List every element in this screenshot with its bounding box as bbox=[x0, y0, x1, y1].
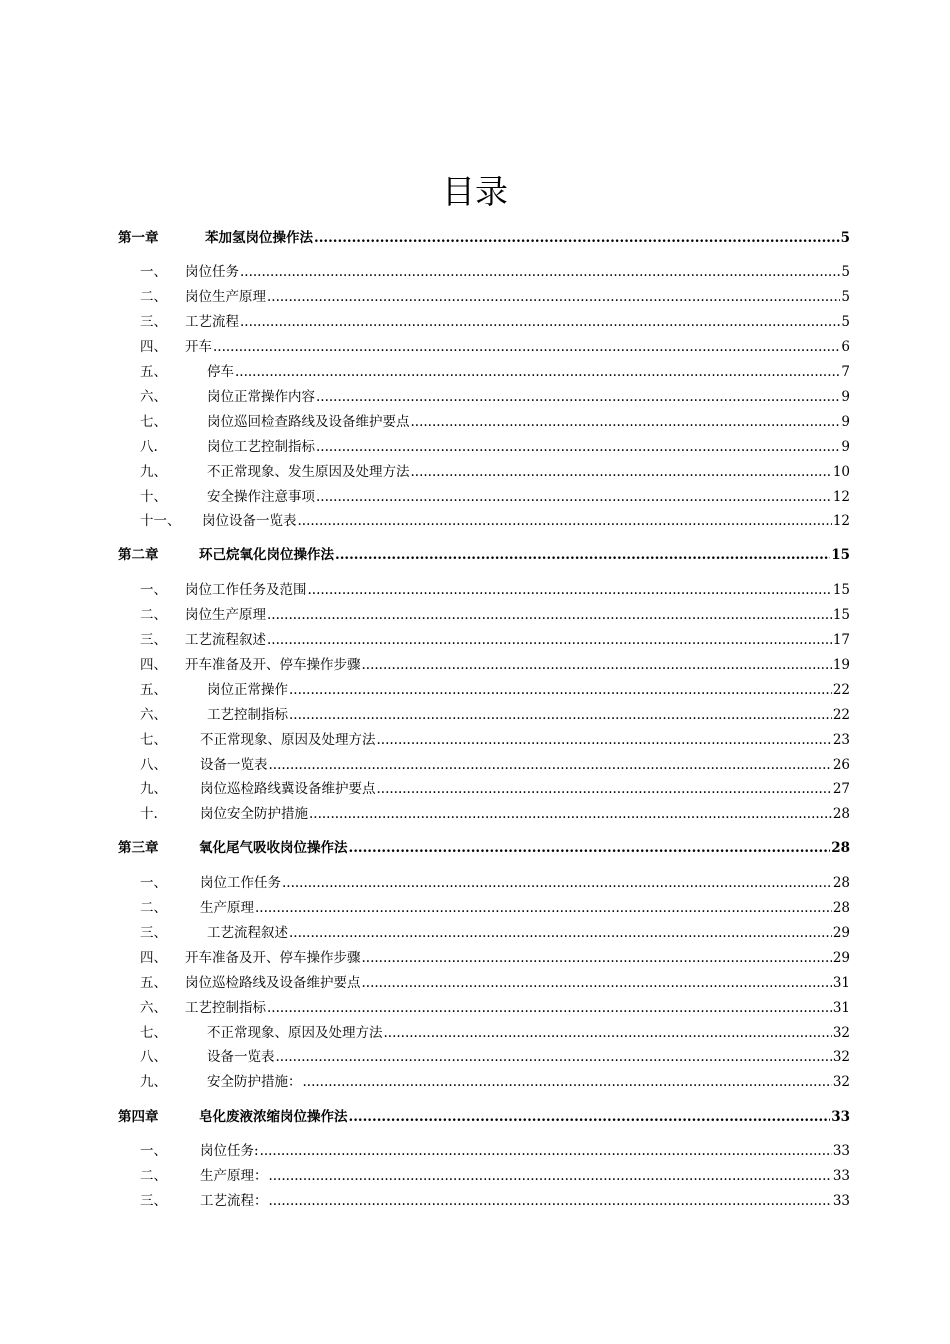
toc-entry-title: 岗位巡检路线及设备维护要点 bbox=[185, 972, 362, 994]
toc-entry-number: 一、 bbox=[140, 1143, 167, 1159]
toc-section-entry[interactable] bbox=[0, 604, 950, 626]
toc-entry-title: 氧化尾气吸收岗位操作法 bbox=[199, 837, 349, 859]
toc-entry-title: 工艺流程 bbox=[185, 311, 240, 333]
toc-page-number: 7 bbox=[841, 364, 850, 380]
toc-page-number: 5 bbox=[841, 264, 850, 280]
toc-entry-number: 四、 bbox=[140, 950, 167, 966]
toc-entry-number: 第一章 bbox=[118, 230, 159, 246]
toc-page-number: 19 bbox=[832, 657, 850, 673]
toc-section-entry[interactable] bbox=[0, 286, 950, 308]
toc-entry-title: 停车 bbox=[207, 361, 235, 383]
toc-section-entry[interactable] bbox=[0, 361, 950, 383]
toc-page-number: 5 bbox=[841, 314, 850, 330]
toc-section-entry[interactable] bbox=[0, 1190, 950, 1212]
toc-section-entry[interactable] bbox=[0, 336, 950, 358]
toc-dot-leader bbox=[384, 1022, 832, 1044]
toc-section-entry[interactable] bbox=[0, 654, 950, 676]
toc-page-number: 5 bbox=[840, 230, 850, 246]
toc-entry-title: 工艺控制指标 bbox=[185, 997, 267, 1019]
toc-page-number: 32 bbox=[832, 1074, 850, 1090]
toc-dot-leader bbox=[316, 386, 840, 408]
toc-dot-leader bbox=[289, 704, 832, 726]
toc-entry-number: 三、 bbox=[140, 314, 167, 330]
toc-dot-leader bbox=[411, 411, 841, 433]
toc-entry-title: 设备一览表 bbox=[207, 1046, 276, 1068]
toc-page-number: 33 bbox=[832, 1143, 850, 1159]
toc-page-number: 17 bbox=[832, 632, 850, 648]
toc-entry-number: 二、 bbox=[140, 1168, 167, 1184]
toc-entry-title: 岗位巡检路线冀设备维护要点 bbox=[200, 778, 377, 800]
toc-page-number: 31 bbox=[832, 975, 850, 991]
toc-entry-number: 二、 bbox=[140, 900, 167, 916]
toc-entry-title: 工艺流程叙述 bbox=[185, 629, 267, 651]
toc-page-number: 5 bbox=[841, 289, 850, 305]
toc-page-number: 12 bbox=[832, 513, 850, 529]
toc-page-number: 33 bbox=[832, 1193, 850, 1209]
toc-section-entry[interactable] bbox=[0, 1022, 950, 1044]
toc-entry-number: 六、 bbox=[140, 707, 167, 723]
toc-page-number: 9 bbox=[841, 389, 850, 405]
toc-dot-leader bbox=[411, 461, 832, 483]
toc-section-entry[interactable] bbox=[0, 704, 950, 726]
toc-dot-leader bbox=[377, 778, 832, 800]
toc-dot-leader bbox=[240, 311, 840, 333]
toc-dot-leader bbox=[276, 1046, 832, 1068]
toc-entry-number: 四、 bbox=[140, 339, 167, 355]
toc-section-entry[interactable] bbox=[0, 997, 950, 1019]
toc-entry-title: 岗位任务 bbox=[185, 261, 240, 283]
toc-dot-leader bbox=[303, 1071, 832, 1093]
toc-section-entry[interactable] bbox=[0, 1071, 950, 1093]
toc-section-entry[interactable] bbox=[0, 510, 950, 532]
toc-section-entry[interactable] bbox=[0, 897, 950, 919]
toc-page-number: 31 bbox=[832, 1000, 850, 1016]
toc-section-entry[interactable] bbox=[0, 729, 950, 751]
toc-dot-leader bbox=[316, 436, 840, 458]
toc-entry-number: 三、 bbox=[140, 1193, 167, 1209]
toc-section-entry[interactable] bbox=[0, 922, 950, 944]
toc-page-number: 23 bbox=[832, 732, 850, 748]
toc-section-entry[interactable] bbox=[0, 629, 950, 651]
toc-dot-leader bbox=[267, 604, 832, 626]
toc-dot-leader bbox=[240, 261, 840, 283]
toc-entry-number: 六、 bbox=[140, 1000, 167, 1016]
toc-dot-leader bbox=[235, 361, 840, 383]
toc-section-entry[interactable] bbox=[0, 679, 950, 701]
toc-entry-title: 苯加氢岗位操作法 bbox=[205, 227, 314, 249]
toc-section-entry[interactable] bbox=[0, 803, 950, 825]
toc-entry-title: 安全防护措施： bbox=[207, 1071, 303, 1093]
toc-page-number: 6 bbox=[841, 339, 850, 355]
toc-dot-leader bbox=[267, 629, 832, 651]
toc-entry-number: 七、 bbox=[140, 414, 167, 430]
toc-entry-number: 四、 bbox=[140, 657, 167, 673]
toc-page-number: 28 bbox=[832, 875, 850, 891]
toc-entry-number: 七、 bbox=[140, 1025, 167, 1041]
toc-dot-leader bbox=[298, 510, 832, 532]
toc-entry-title: 岗位工作任务 bbox=[200, 872, 282, 894]
toc-page-number: 28 bbox=[832, 900, 850, 916]
toc-dot-leader bbox=[309, 803, 832, 825]
toc-dot-leader bbox=[267, 997, 832, 1019]
toc-entry-title: 岗位正常操作 bbox=[207, 679, 289, 701]
toc-entry-title: 工艺控制指标 bbox=[207, 704, 289, 726]
toc-entry-title: 岗位巡回检查路线及设备维护要点 bbox=[207, 411, 411, 433]
toc-chapter-entry[interactable] bbox=[0, 544, 950, 566]
toc-entry-title: 生产原理 bbox=[200, 897, 255, 919]
toc-entry-title: 岗位工作任务及范围 bbox=[185, 579, 308, 601]
toc-section-entry[interactable] bbox=[0, 972, 950, 994]
toc-dot-leader bbox=[314, 227, 840, 249]
toc-entry-number: 二、 bbox=[140, 289, 167, 305]
toc-entry-number: 十、 bbox=[140, 489, 167, 505]
toc-entry-number: 第三章 bbox=[118, 840, 159, 856]
toc-entry-title: 工艺流程： bbox=[200, 1190, 269, 1212]
toc-chapter-entry[interactable] bbox=[0, 1106, 950, 1128]
toc-page-number: 15 bbox=[831, 547, 850, 563]
toc-dot-leader bbox=[289, 922, 832, 944]
toc-dot-leader bbox=[335, 544, 830, 566]
toc-entry-number: 五、 bbox=[140, 682, 167, 698]
toc-entry-title: 岗位正常操作内容 bbox=[207, 386, 316, 408]
toc-entry-number: 三、 bbox=[140, 632, 167, 648]
toc-entry-number: 一、 bbox=[140, 264, 167, 280]
toc-dot-leader bbox=[255, 897, 832, 919]
toc-entry-number: 八、 bbox=[140, 1049, 167, 1065]
toc-page-number: 9 bbox=[841, 414, 850, 430]
toc-section-entry[interactable] bbox=[0, 436, 950, 458]
toc-page-number: 33 bbox=[832, 1168, 850, 1184]
toc-section-entry[interactable] bbox=[0, 311, 950, 333]
toc-page-number: 29 bbox=[832, 950, 850, 966]
toc-page-number: 12 bbox=[832, 489, 850, 505]
toc-entry-number: 六、 bbox=[140, 389, 167, 405]
toc-entry-title: 工艺流程叙述 bbox=[207, 922, 289, 944]
toc-entry-title: 岗位生产原理 bbox=[185, 604, 267, 626]
toc-entry-number: 五、 bbox=[140, 364, 167, 380]
toc-dot-leader bbox=[349, 1106, 831, 1128]
toc-page-number: 9 bbox=[841, 439, 850, 455]
toc-entry-number: 第二章 bbox=[118, 547, 159, 563]
toc-entry-title: 生产原理： bbox=[200, 1165, 269, 1187]
toc-section-entry[interactable] bbox=[0, 486, 950, 508]
toc-section-entry[interactable] bbox=[0, 947, 950, 969]
toc-page-number: 32 bbox=[832, 1025, 850, 1041]
toc-entry-title: 不正常现象、发生原因及处理方法 bbox=[207, 461, 411, 483]
toc-page-number: 10 bbox=[832, 464, 850, 480]
toc-section-entry[interactable] bbox=[0, 1046, 950, 1068]
toc-page-number: 15 bbox=[832, 582, 850, 598]
toc-chapter-entry[interactable] bbox=[0, 837, 950, 859]
toc-section-entry[interactable] bbox=[0, 754, 950, 776]
toc-entry-title: 设备一览表 bbox=[200, 754, 269, 776]
toc-dot-leader bbox=[282, 872, 832, 894]
toc-page-number: 33 bbox=[831, 1109, 850, 1125]
toc-page-number: 28 bbox=[832, 806, 850, 822]
toc-page-number: 22 bbox=[832, 707, 850, 723]
toc-entry-title: 开车准备及开、停车操作步骤 bbox=[185, 947, 362, 969]
toc-entry-title: 安全操作注意事项 bbox=[207, 486, 316, 508]
toc-dot-leader bbox=[289, 679, 832, 701]
toc-dot-leader bbox=[362, 972, 832, 994]
toc-title: 目录 bbox=[442, 172, 508, 211]
toc-entry-title: 开车准备及开、停车操作步骤 bbox=[185, 654, 362, 676]
toc-page-number: 32 bbox=[832, 1049, 850, 1065]
toc-entry-number: 五、 bbox=[140, 975, 167, 991]
toc-page-number: 29 bbox=[832, 925, 850, 941]
toc-entry-number: 十. bbox=[140, 806, 158, 822]
toc-page-number: 26 bbox=[832, 757, 850, 773]
toc-dot-leader bbox=[260, 1140, 832, 1162]
toc-dot-leader bbox=[269, 754, 832, 776]
toc-entry-title: 环己烷氧化岗位操作法 bbox=[199, 544, 335, 566]
toc-entry-title: 不正常现象、原因及处理方法 bbox=[207, 1022, 384, 1044]
toc-entry-number: 九、 bbox=[140, 1074, 167, 1090]
toc-dot-leader bbox=[349, 837, 831, 859]
toc-entry-number: 九、 bbox=[140, 464, 167, 480]
toc-section-entry[interactable] bbox=[0, 1165, 950, 1187]
toc-dot-leader bbox=[362, 947, 832, 969]
toc-entry-title: 岗位安全防护措施 bbox=[200, 803, 309, 825]
toc-entry-title: 开车 bbox=[185, 336, 213, 358]
toc-entry-number: 七、 bbox=[140, 732, 167, 748]
toc-section-entry[interactable] bbox=[0, 579, 950, 601]
toc-entry-title: 岗位设备一览表 bbox=[202, 510, 298, 532]
toc-entry-title: 岗位工艺控制指标 bbox=[207, 436, 316, 458]
toc-section-entry[interactable] bbox=[0, 1140, 950, 1162]
toc-entry-number: 三、 bbox=[140, 925, 167, 941]
toc-dot-leader bbox=[213, 336, 840, 358]
toc-page-number: 15 bbox=[832, 607, 850, 623]
toc-entry-title: 岗位任务: bbox=[200, 1140, 260, 1162]
toc-section-entry[interactable] bbox=[0, 261, 950, 283]
toc-entry-number: 八、 bbox=[140, 757, 167, 773]
toc-section-entry[interactable] bbox=[0, 872, 950, 894]
toc-section-entry[interactable] bbox=[0, 778, 950, 800]
toc-dot-leader bbox=[269, 1165, 832, 1187]
toc-dot-leader bbox=[316, 486, 832, 508]
toc-page-number: 22 bbox=[832, 682, 850, 698]
toc-entry-number: 第四章 bbox=[118, 1109, 159, 1125]
toc-entry-number: 二、 bbox=[140, 607, 167, 623]
toc-page-number: 28 bbox=[831, 840, 850, 856]
toc-chapter-entry[interactable] bbox=[0, 227, 950, 249]
toc-dot-leader bbox=[377, 729, 832, 751]
toc-entry-title: 岗位生产原理 bbox=[185, 286, 267, 308]
toc-entry-number: 九、 bbox=[140, 781, 167, 797]
toc-dot-leader bbox=[308, 579, 832, 601]
toc-entry-title: 皂化废液浓缩岗位操作法 bbox=[199, 1106, 349, 1128]
toc-entry-number: 八. bbox=[140, 439, 158, 455]
toc-section-entry[interactable] bbox=[0, 411, 950, 433]
toc-section-entry[interactable] bbox=[0, 461, 950, 483]
toc-dot-leader bbox=[362, 654, 832, 676]
toc-entry-number: 一、 bbox=[140, 875, 167, 891]
toc-section-entry[interactable] bbox=[0, 386, 950, 408]
toc-entry-number: 十一、 bbox=[140, 513, 181, 529]
toc-entry-title: 不正常现象、原因及处理方法 bbox=[200, 729, 377, 751]
toc-entry-number: 一、 bbox=[140, 582, 167, 598]
toc-dot-leader bbox=[267, 286, 840, 308]
toc-page-number: 27 bbox=[832, 781, 850, 797]
toc-dot-leader bbox=[269, 1190, 832, 1212]
